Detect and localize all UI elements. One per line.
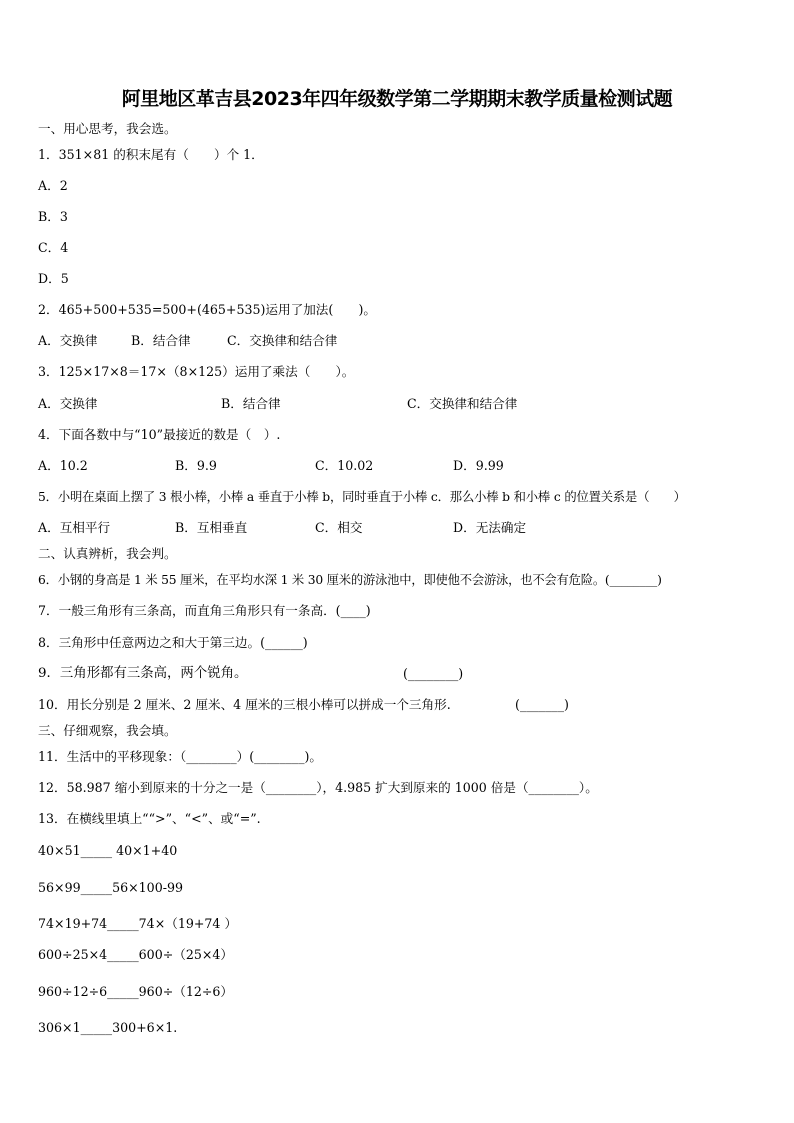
q13-item-4: 600÷25×4_____600÷（25×4） [38, 947, 234, 962]
page-title: 阿里地区革吉县2023年四年级数学第二学期期末教学质量检测试题 [121, 88, 673, 110]
q13-item-5: 960÷12÷6_____960÷（12÷6） [38, 984, 234, 999]
q4-option-d: D．9.99 [453, 458, 504, 473]
question-2: 2．465+500+535=500+(465+535)运用了加法( )。 [38, 302, 376, 317]
q5-option-d: D．无法确定 [453, 520, 527, 535]
question-12: 12．58.987 缩小到原来的十分之一是（________），4.985 扩大到原来的 1000 倍是（________）。 [38, 780, 598, 795]
q3-option-b: B．结合律 [221, 396, 281, 411]
question-4: 4．下面各数中与“10”最接近的数是（ ）. [38, 427, 281, 442]
q4-option-b: B．9.9 [175, 458, 217, 473]
question-6: 6．小钢的身高是 1 米 55 厘米，在平均水深 1 米 30 厘米的游泳池中，即使他不会游泳，也不会有危险。(________) [38, 573, 662, 587]
question-7: 7．一般三角形有三条高，而直角三角形只有一条高．(____) [38, 603, 371, 618]
q13-item-6: 306×1_____300+6×1. [38, 1020, 178, 1035]
section-heading-3: 三、仔细观察，我会填。 [38, 723, 177, 738]
q1-option-b: B．3 [38, 209, 68, 224]
q5-option-b: B．互相垂直 [175, 520, 248, 535]
question-8: 8．三角形中任意两边之和大于第三边。(______) [38, 635, 308, 650]
q5-option-c: C．相交 [315, 520, 363, 535]
q1-option-c: C．4 [38, 240, 69, 255]
q13-item-3: 74×19+74_____74×（19+74 ） [38, 916, 238, 931]
question-9: 9．三角形都有三条高，两个锐角。 [38, 666, 248, 681]
section-heading-1: 一、用心思考，我会选。 [38, 121, 177, 136]
q13-item-2: 56×99_____56×100-99 [38, 880, 183, 895]
q4-option-c: C．10.02 [315, 458, 374, 473]
question-13: 13．在横线里填上““>”、“<”、或“=”. [38, 811, 261, 826]
q5-option-a: A．互相平行 [38, 520, 111, 535]
q1-option-d: D．5 [38, 271, 69, 286]
q2-option-c: C．交换律和结合律 [227, 333, 338, 348]
section-heading-2: 二、认真辨析，我会判。 [38, 546, 177, 561]
question-10: 10．用长分别是 2 厘米、2 厘米、4 厘米的三根小棒可以拼成一个三角形. [38, 697, 451, 712]
q3-option-c: C．交换律和结合律 [407, 396, 518, 411]
question-11: 11．生活中的平移现象：（________）(________)。 [38, 749, 323, 764]
q13-item-1: 40×51_____ 40×1+40 [38, 843, 178, 858]
q2-option-b: B．结合律 [131, 333, 191, 348]
q10-answer-blank: (_______) [515, 697, 569, 712]
q1-option-a: A．2 [38, 178, 68, 193]
question-3: 3．125×17×8＝17×（8×125）运用了乘法（ ）。 [38, 364, 355, 379]
q4-option-a: A．10.2 [38, 458, 88, 473]
q9-answer-blank: (________) [403, 666, 464, 681]
question-5: 5．小明在桌面上摆了 3 根小棒，小棒 a 垂直于小棒 b，同时垂直于小棒 c．那么小棒 b 和小棒 c 的位置关系是（ ） [38, 490, 686, 504]
question-1: 1．351×81 的积末尾有（ ）个 1． [38, 147, 264, 162]
q3-option-a: A．交换律 [38, 396, 98, 411]
q2-option-a: A．交换律 [38, 333, 98, 348]
